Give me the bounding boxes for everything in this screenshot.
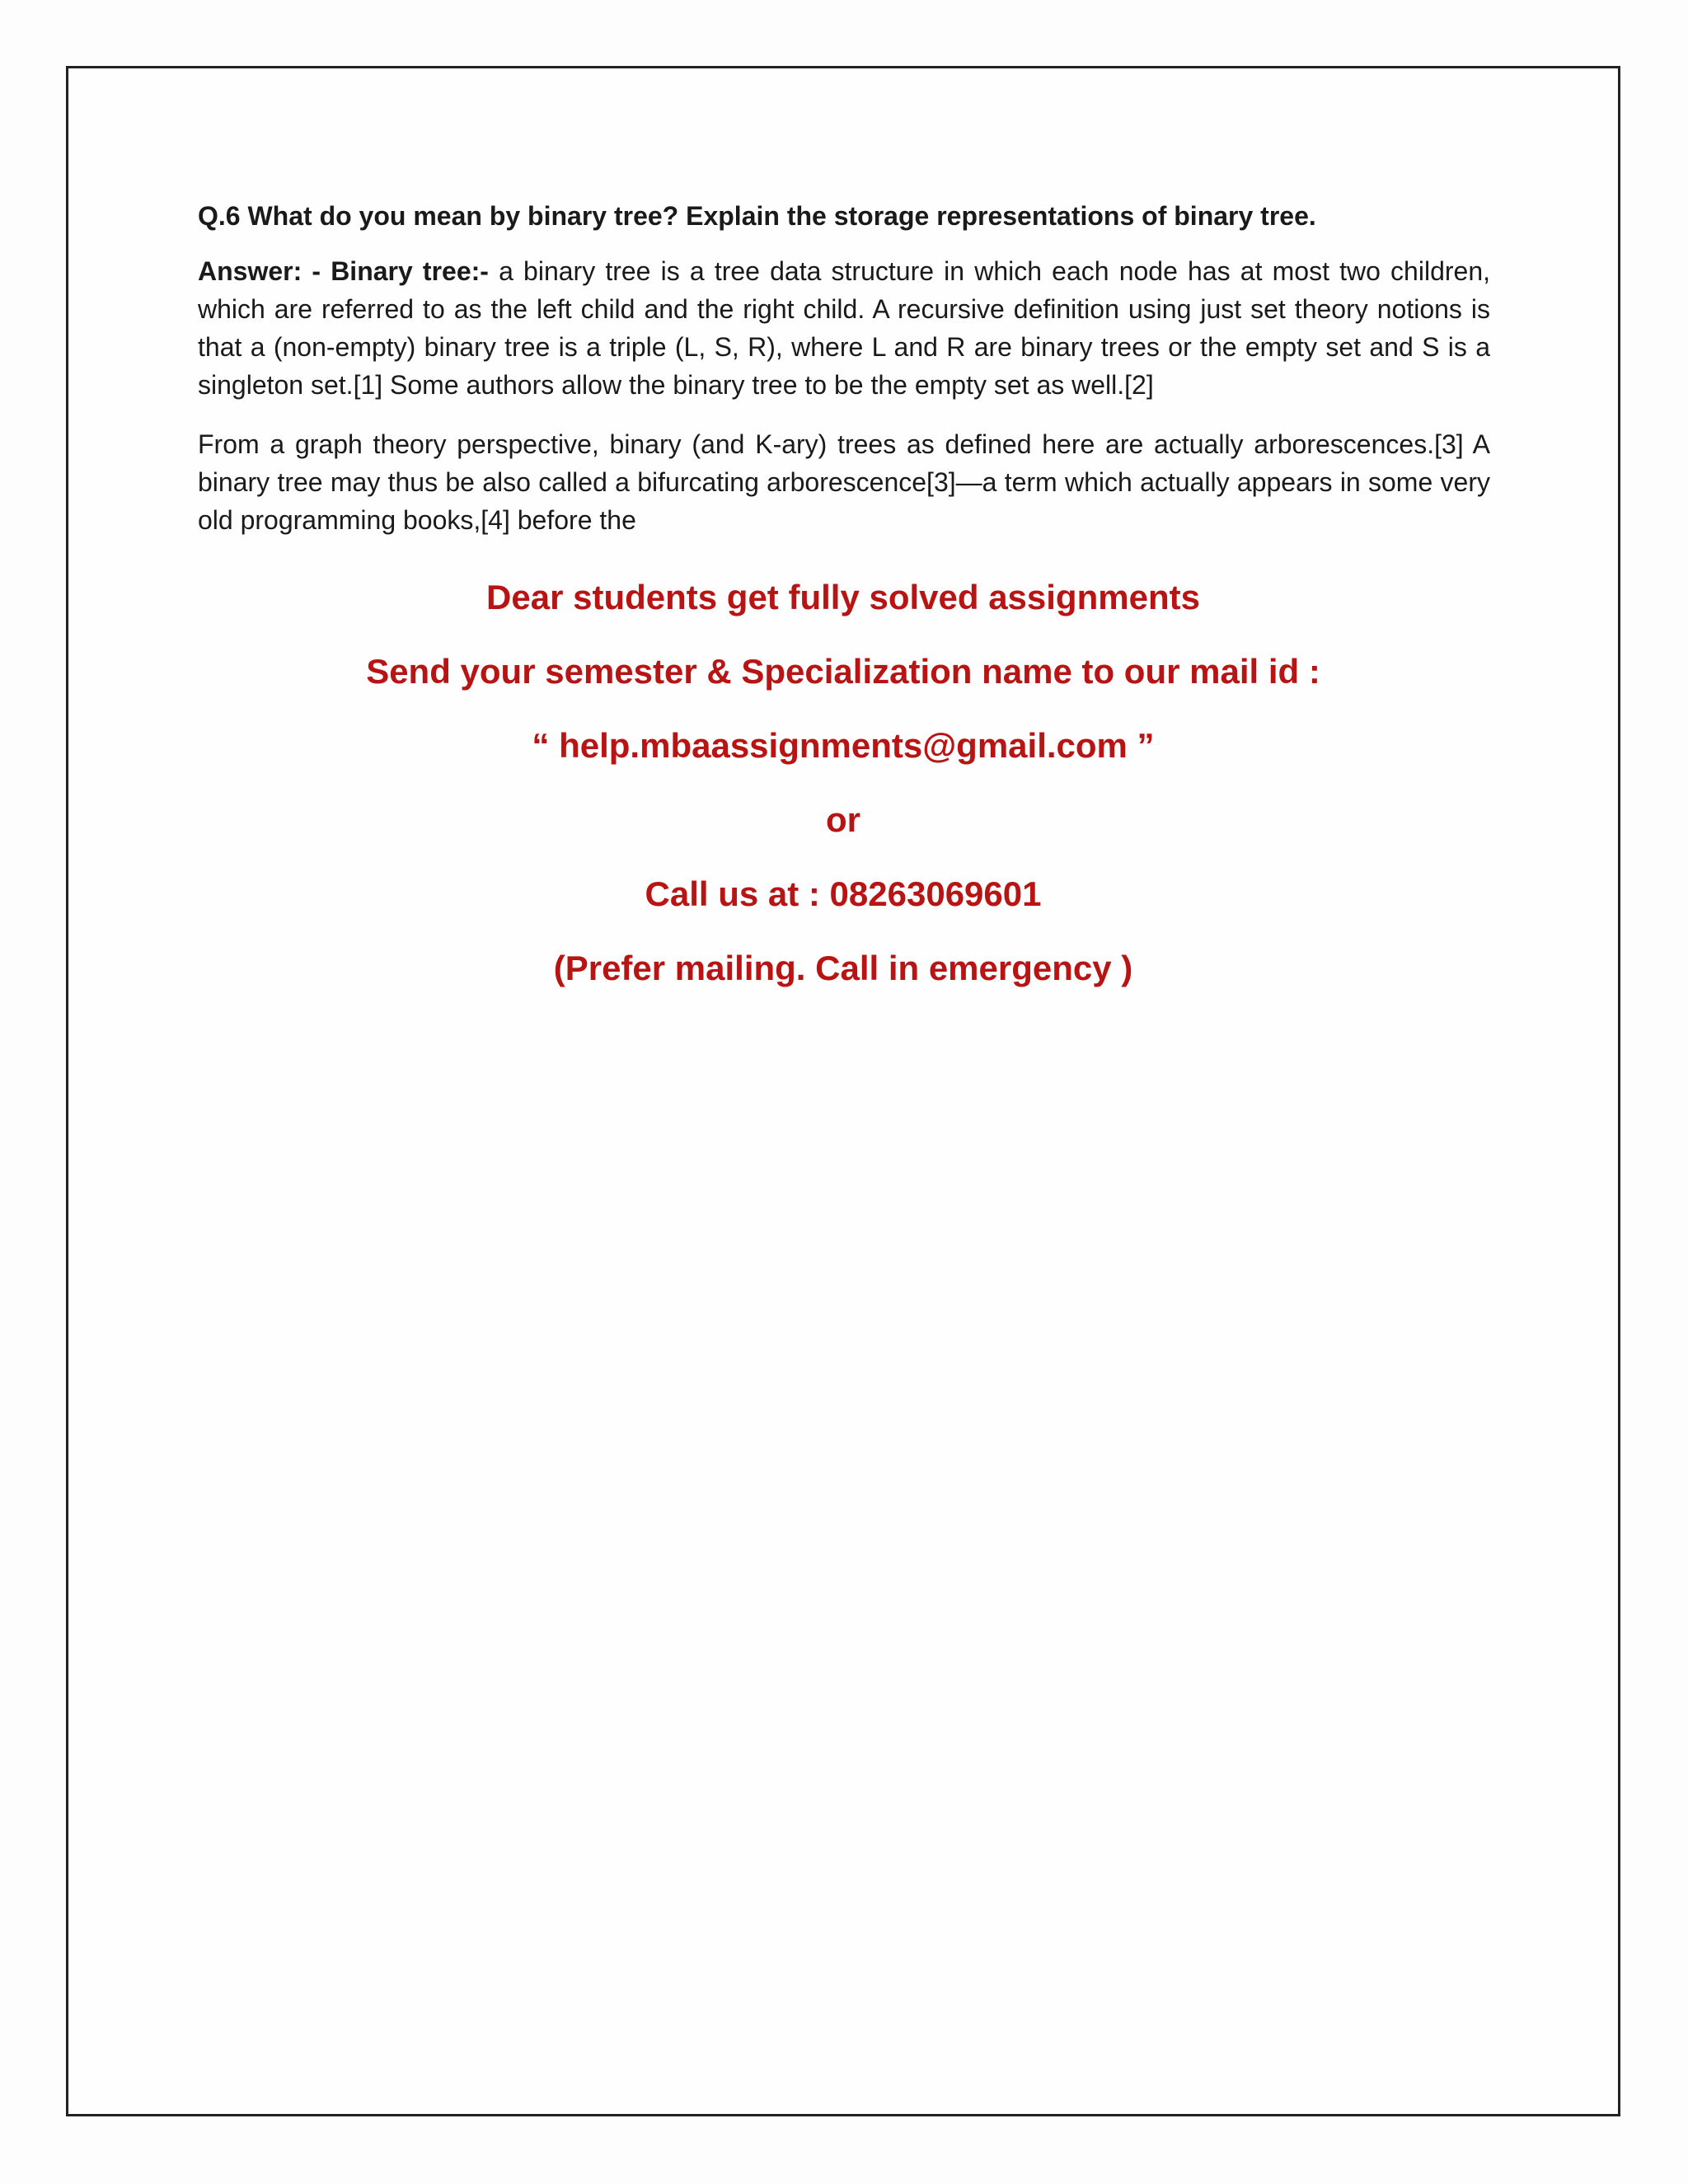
answer-label: Answer: - Binary tree:- bbox=[198, 256, 489, 286]
promo-note: (Prefer mailing. Call in emergency ) bbox=[553, 949, 1133, 987]
promo-instruction: Send your semester & Specialization name to our mail id : bbox=[366, 652, 1320, 691]
promo-phone: Call us at : 08263069601 bbox=[645, 874, 1042, 913]
graph-theory-paragraph: From a graph theory perspective, binary (and K-ary) trees as defined here are actually arborescences.[3] A binary tree may thus be also called a bifurcating arborescence[3]—a term which actually appears in some very old programming books,[4] before the bbox=[198, 429, 1490, 535]
promo-email: “ help.mbaassignments@gmail.com ” bbox=[532, 726, 1155, 765]
answer-text: a binary tree is a tree data structure in which each node has at most two children, which are referred to as the left child and the right child. A recursive definition using just set theory notions is that a (non-empty) binary tree is a triple (L, S, R), where L and R are binary trees or the empty set and S is a singleton set.[1] Some authors allow the binary tree to be the empty set as well.[2] bbox=[198, 256, 1491, 400]
document-body bbox=[198, 198, 1490, 560]
promo-headline: Dear students get fully solved assignments bbox=[486, 578, 1200, 616]
promo-or: or bbox=[826, 800, 860, 839]
promo-block bbox=[66, 577, 1620, 1022]
answer-paragraph bbox=[198, 252, 1490, 404]
question-heading: Q.6 What do you mean by binary tree? Explain the storage representations of binary tree. bbox=[198, 201, 1316, 231]
